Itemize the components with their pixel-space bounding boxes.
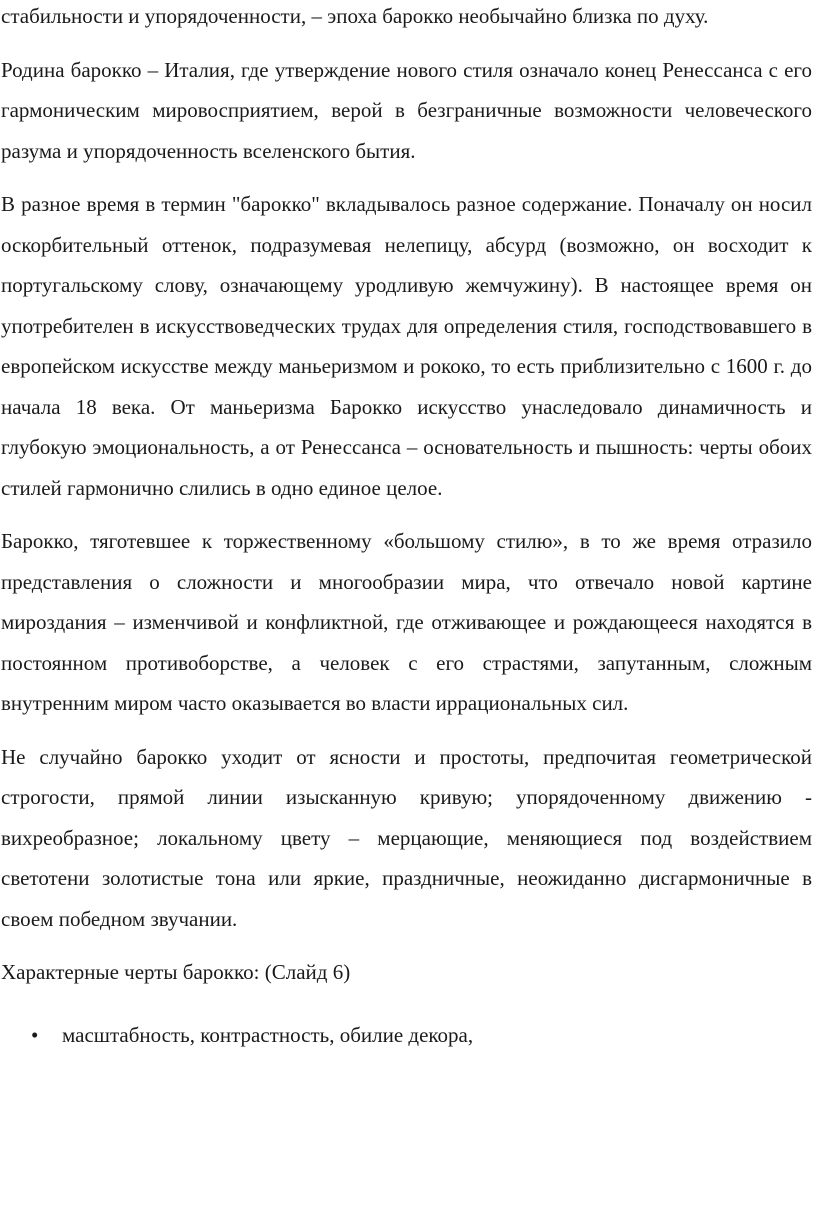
paragraph-features-heading: Характерные черты барокко: (Слайд 6) — [1, 960, 351, 984]
paragraph-italy-origin: Родина барокко – Италия, где утверждение нового стиля означало конец Ренессанса с его гармоническим мировосприятием, верой в безграничные возможности человеческого разума и упорядоченность вселенского бытия. — [1, 57, 812, 163]
paragraph-intro-continuation: стабильности и упорядоченности, – эпоха барокко необычайно близка по духу. — [1, 4, 709, 28]
bullet-icon: • — [31, 1022, 39, 1047]
list-item-text: масштабность, контрастность, обилие декора, — [62, 1022, 474, 1047]
features-list — [1, 1015, 812, 1056]
paragraph-term-meaning: В разное время в термин "барокко" вкладывалось разное содержание. Поначалу он носил оскорбительный оттенок, подразумевая нелепицу, абсурд (возможно, он восходит к португальскому слову, означающему уродливую жемчужину). В настоящее время он употребителен в искусствоведческих трудах для определения стиля, господствовавшего в европейском искусстве между маньеризмом и рококо, то есть приблизительно с 1600 г. до начала 18 века. От маньеризма Барокко искусство унаследовало динамичность и глубокую эмоциональность, а от Ренессанса – основательность и пышность: черты обоих стилей гармонично слились в одно единое целое. — [1, 192, 812, 500]
paragraph-grand-style: Барокко, тяготевшее к торжественному «большому стилю», в то же время отразило представления о сложности и многообразии мира, что отвечало новой картине мироздания – изменчивой и конфликтной, где отживающее и рождающееся находятся в постоянном противоборстве, а человек с его страстями, запутанным, сложным внутренним миром часто оказывается во власти иррациональных сил. — [1, 529, 812, 715]
paragraph-curves-and-color: Не случайно барокко уходит от ясности и простоты, предпочитая геометрической строгости, прямой линии изысканную кривую; упорядоченному движению - вихреобразное; локальному цвету – мерцающие, меняющиеся под воздействием светотени золотистые тона или яркие, праздничные, неожиданно дисгармоничные в своем победном звучании. — [1, 744, 812, 931]
list-item — [1, 1015, 812, 1056]
